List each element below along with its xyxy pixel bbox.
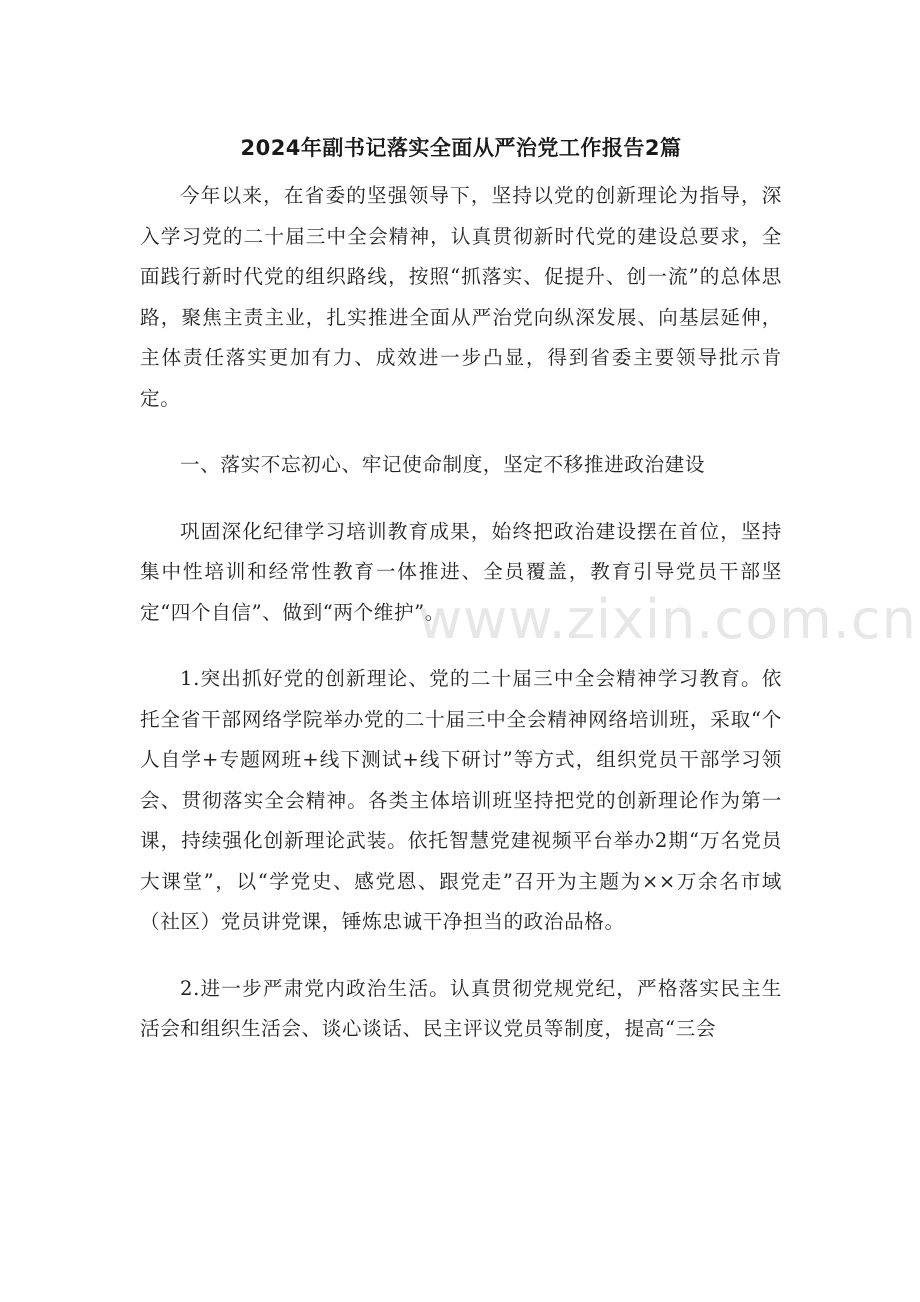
watermark: www.zixin.com.cn [418,588,917,651]
paragraph-item-2: 2.进一步严肃党内政治生活。认真贯彻党规党纪，严格落实民主生活会和组织生活会、谈心谈话、民主评议党员等制度，提高“三会 [140,976,782,1040]
paragraph-item-1: 1.突出抓好党的创新理论、党的二十届三中全会精神学习教育。依托全省干部网络学院举办党的二十届三中全会精神网络培训班，采取“个人自学+专题网班+线下测试+线下研讨”等方式，组织党员干部学习领会、贯彻落实全会精神。各类主体培训班坚持把党的创新理论作为第一课，持续强化创新理论武装。依托智慧党建视频平台举办2期“万名党员大课堂”，以“学党史、感党恩、跟党走”召开为主题为××万余名市域（社区）党员讲党课，锤炼忠诚干净担当的政治品格。 [140,667,782,933]
document-body [140,128,782,1076]
paragraph-section-1: 巩固深化纪律学习培训教育成果，始终把政治建设摆在首位，坚持集中性培训和经常性教育一体推进、全员覆盖，教育引导党员干部坚定“四个自信”、做到“两个维护”。 [140,519,782,624]
section-heading-1: 一、落实不忘初心、牢记使命制度，坚定不移推进政治建设 [180,453,706,476]
paragraph-intro: 今年以来，在省委的坚强领导下，坚持以党的创新理论为指导，深入学习党的二十届三中全会精神，认真贯彻新时代党的建设总要求，全面践行新时代党的组织路线，按照“抓落实、促提升、创一流”的总体思路，聚焦主责主业，扎实推进全面从严治党向纵深发展、向基层延伸，主体责任落实更加有力、成效进一步凸显，得到省委主要领导批示肯定。 [140,184,782,410]
document-title: 2024年副书记落实全面从严治党工作报告2篇 [240,136,682,160]
